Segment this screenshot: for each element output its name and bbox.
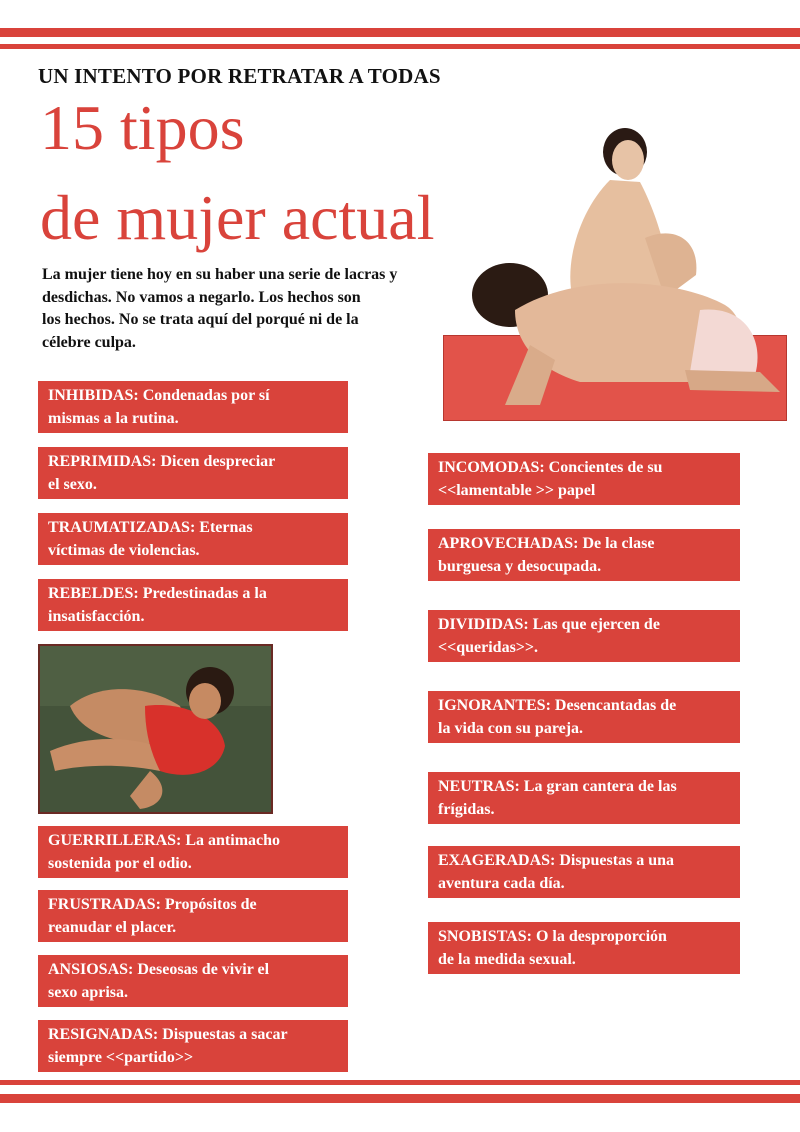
title-line-2: de mujer actual — [40, 182, 435, 253]
type-label: RESIGNADAS: Dispuestas a sacar — [48, 1026, 288, 1043]
type-box-guerrilleras — [38, 826, 348, 878]
intro-line: célebre culpa. — [42, 333, 136, 351]
type-label: FRUSTRADAS: Propósitos de — [48, 896, 257, 913]
type-box-rebeldes — [38, 579, 348, 631]
type-box-neutras — [428, 772, 740, 824]
type-label: sostenida por el odio. — [48, 854, 192, 872]
type-box-ansiosas — [38, 955, 348, 1007]
type-box-divididas — [428, 610, 740, 662]
type-label: INHIBIDAS: Condenadas por sí — [48, 387, 270, 404]
type-label: EXAGERADAS: Dispuestas a una — [438, 852, 675, 869]
type-box-incomodas — [428, 453, 740, 505]
type-label: IGNORANTES: Desencantadas de — [438, 697, 677, 714]
intro-line: los hechos. No se trata aquí del porqué ni de la — [42, 311, 359, 328]
intro-paragraph — [42, 264, 472, 354]
type-label: <<lamentable >> papel — [438, 481, 596, 499]
type-label: <<queridas>>. — [438, 638, 539, 656]
type-label: el sexo. — [48, 475, 97, 493]
type-label: insatisfacción. — [48, 607, 145, 625]
woman-photo — [38, 644, 273, 814]
type-box-aprovechadas — [428, 529, 740, 581]
type-box-frustradas — [38, 890, 348, 942]
title-line-1: 15 tipos — [40, 92, 245, 163]
type-label: DIVIDIDAS: Las que ejercen de — [438, 616, 660, 633]
type-label: la vida con su pareja. — [438, 719, 584, 737]
type-box-inhibidas — [38, 381, 348, 433]
type-label: víctimas de violencias. — [48, 541, 200, 559]
type-label: GUERRILLERAS: La antimacho — [48, 832, 281, 849]
type-label: sexo aprisa. — [48, 983, 128, 1001]
type-label: frígidas. — [438, 800, 495, 818]
type-box-resignadas — [38, 1020, 348, 1072]
type-label: REPRIMIDAS: Dicen despreciar — [48, 453, 276, 470]
intro-line: La mujer tiene hoy en su haber una serie de lacras y — [42, 266, 398, 283]
type-box-snobistas — [428, 922, 740, 974]
couple-photo-figures — [460, 120, 790, 420]
type-label: SNOBISTAS: O la desproporción — [438, 928, 667, 945]
intro-line: desdichas. No vamos a negarlo. Los hechos son — [42, 288, 361, 306]
type-label: burguesa y desocupada. — [438, 557, 602, 575]
type-label: APROVECHADAS: De la clase — [438, 535, 655, 552]
bottom-stripe-1 — [0, 1080, 800, 1085]
top-stripe-1 — [0, 28, 800, 37]
type-box-exageradas — [428, 846, 740, 898]
type-box-ignorantes — [428, 691, 740, 743]
type-box-reprimidas — [38, 447, 348, 499]
bottom-stripe-2 — [0, 1094, 800, 1103]
type-box-traumatizadas — [38, 513, 348, 565]
type-label: INCOMODAS: Concientes de su — [438, 459, 663, 476]
type-label: REBELDES: Predestinadas a la — [48, 585, 267, 602]
type-label: ANSIOSAS: Deseosas de vivir el — [48, 961, 270, 978]
type-label: reanudar el placer. — [48, 918, 177, 936]
type-label: mismas a la rutina. — [48, 409, 179, 427]
top-stripe-2 — [0, 44, 800, 49]
type-label: TRAUMATIZADAS: Eternas — [48, 519, 253, 536]
type-label: aventura cada día. — [438, 874, 565, 892]
type-label: de la medida sexual. — [438, 950, 576, 968]
kicker-headline: UN INTENTO POR RETRATAR A TODAS — [38, 64, 441, 88]
type-label: siempre <<partido>> — [48, 1048, 194, 1066]
type-label: NEUTRAS: La gran cantera de las — [438, 778, 677, 795]
